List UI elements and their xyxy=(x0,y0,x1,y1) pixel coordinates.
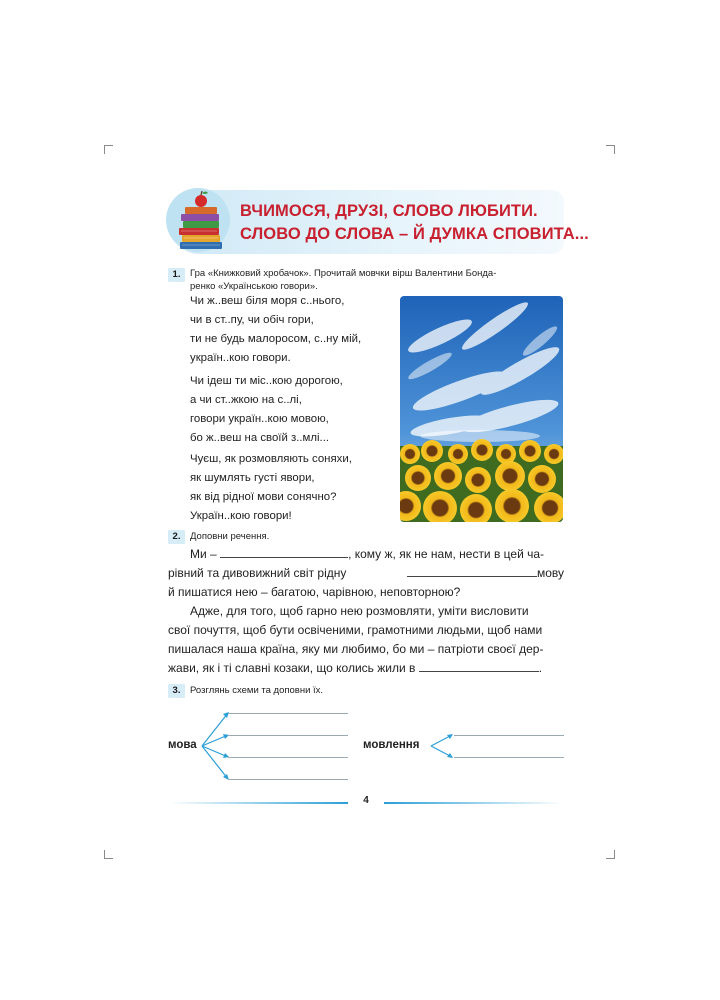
answer-line[interactable] xyxy=(228,779,348,780)
poem-stanza-3 xyxy=(190,450,352,526)
task-number-3: 3. xyxy=(168,684,185,698)
answer-blank-3[interactable] xyxy=(419,659,539,672)
answer-line[interactable] xyxy=(228,735,348,736)
task-number-1: 1. xyxy=(168,268,185,282)
books-apple-icon xyxy=(176,190,226,254)
crop-mark-bottom-right xyxy=(606,850,615,859)
answer-blank-2[interactable] xyxy=(407,564,537,577)
crop-mark-top-right xyxy=(606,145,615,154)
task-3-instruction: Розглянь схеми та доповни їх. xyxy=(190,685,324,696)
answer-line[interactable] xyxy=(228,713,348,714)
paragraph-text: рівний та дивовижний світ рідну xyxy=(168,566,347,580)
paragraph-text: Адже, для того, щоб гарно нею розмовляти, уміти висловити xyxy=(190,604,529,618)
crop-mark-top-left xyxy=(104,145,113,154)
poem-stanza-1 xyxy=(190,292,361,368)
scheme-arrows-mova xyxy=(198,705,232,785)
poem-line: україн..кою говори. xyxy=(190,352,291,364)
header-title xyxy=(240,200,589,246)
paragraph-text: . xyxy=(538,661,543,675)
footer-line-right xyxy=(384,802,564,804)
scheme-word-mova: мова xyxy=(168,739,197,751)
poem-line: Чуєш, як розмовляють соняхи, xyxy=(190,453,352,465)
paragraph-text: жави, як і ті славні козаки, що колись жили в xyxy=(168,661,416,675)
poem-line: чи в ст..пу, чи обіч гори, xyxy=(190,314,314,326)
task-1-instruction-line-1: Гра «Книжковий хробачок». Прочитай мовчки вірш Валентини Бонда- xyxy=(190,268,497,279)
sunflower-field-photo xyxy=(400,296,563,522)
answer-line[interactable] xyxy=(454,735,564,736)
poem-line: як від рідної мови сонячно? xyxy=(190,491,337,503)
fill-in-paragraph-1 xyxy=(168,545,564,602)
paragraph-text: мову xyxy=(536,566,564,580)
fill-in-paragraph-2 xyxy=(168,602,564,678)
crop-mark-bottom-left xyxy=(104,850,113,859)
footer-line-left xyxy=(168,802,348,804)
page-number: 4 xyxy=(363,795,369,806)
paragraph-text: , кому ж, як не нам, нести в цей ча- xyxy=(348,547,545,561)
task-1-instruction-line-2: ренко «Українською говори». xyxy=(190,280,318,292)
paragraph-text: пишалася наша країна, яку ми любимо, бо ми – патріоти своєї дер- xyxy=(168,642,544,656)
answer-line[interactable] xyxy=(228,757,348,758)
header-title-line-2: СЛОВО ДО СЛОВА – Й ДУМКА СПОВИТА... xyxy=(240,225,589,243)
poem-line: Чи ідеш ти міс..кою дорогою, xyxy=(190,375,343,387)
scheme-arrows-movlennia xyxy=(428,728,456,764)
answer-blank-1[interactable] xyxy=(220,545,348,558)
poem-line: ти не будь малоросом, с..ну мій, xyxy=(190,333,362,345)
poem-line: Чи ж..веш біля моря с..нього, xyxy=(190,295,345,307)
poem-line: а чи ст..жкою на с..лі, xyxy=(190,394,302,406)
poem-line: говори україн..кою мовою, xyxy=(190,413,329,425)
poem-line: бо ж..веш на своїй з..млі... xyxy=(190,432,330,444)
task-number-2: 2. xyxy=(168,530,185,544)
paragraph-text: свої почуття, щоб бути освіченими, грамотними людьми, щоб нами xyxy=(168,623,543,637)
paragraph-text: й пишатися нею – багатою, чарівною, неповторною? xyxy=(168,585,461,599)
poem-stanza-2 xyxy=(190,372,343,448)
paragraph-text: Ми – xyxy=(190,547,217,561)
header-title-line-1: ВЧИМОСЯ, ДРУЗІ, СЛОВО ЛЮБИТИ. xyxy=(240,202,538,220)
poem-line: як шумлять густі явори, xyxy=(190,472,315,484)
poem-line: Україн..кою говори! xyxy=(190,510,292,522)
task-2-instruction: Доповни речення. xyxy=(190,531,270,542)
scheme-word-movlennia: мовлення xyxy=(363,739,420,751)
task-1-instruction xyxy=(190,268,565,293)
answer-line[interactable] xyxy=(454,757,564,758)
